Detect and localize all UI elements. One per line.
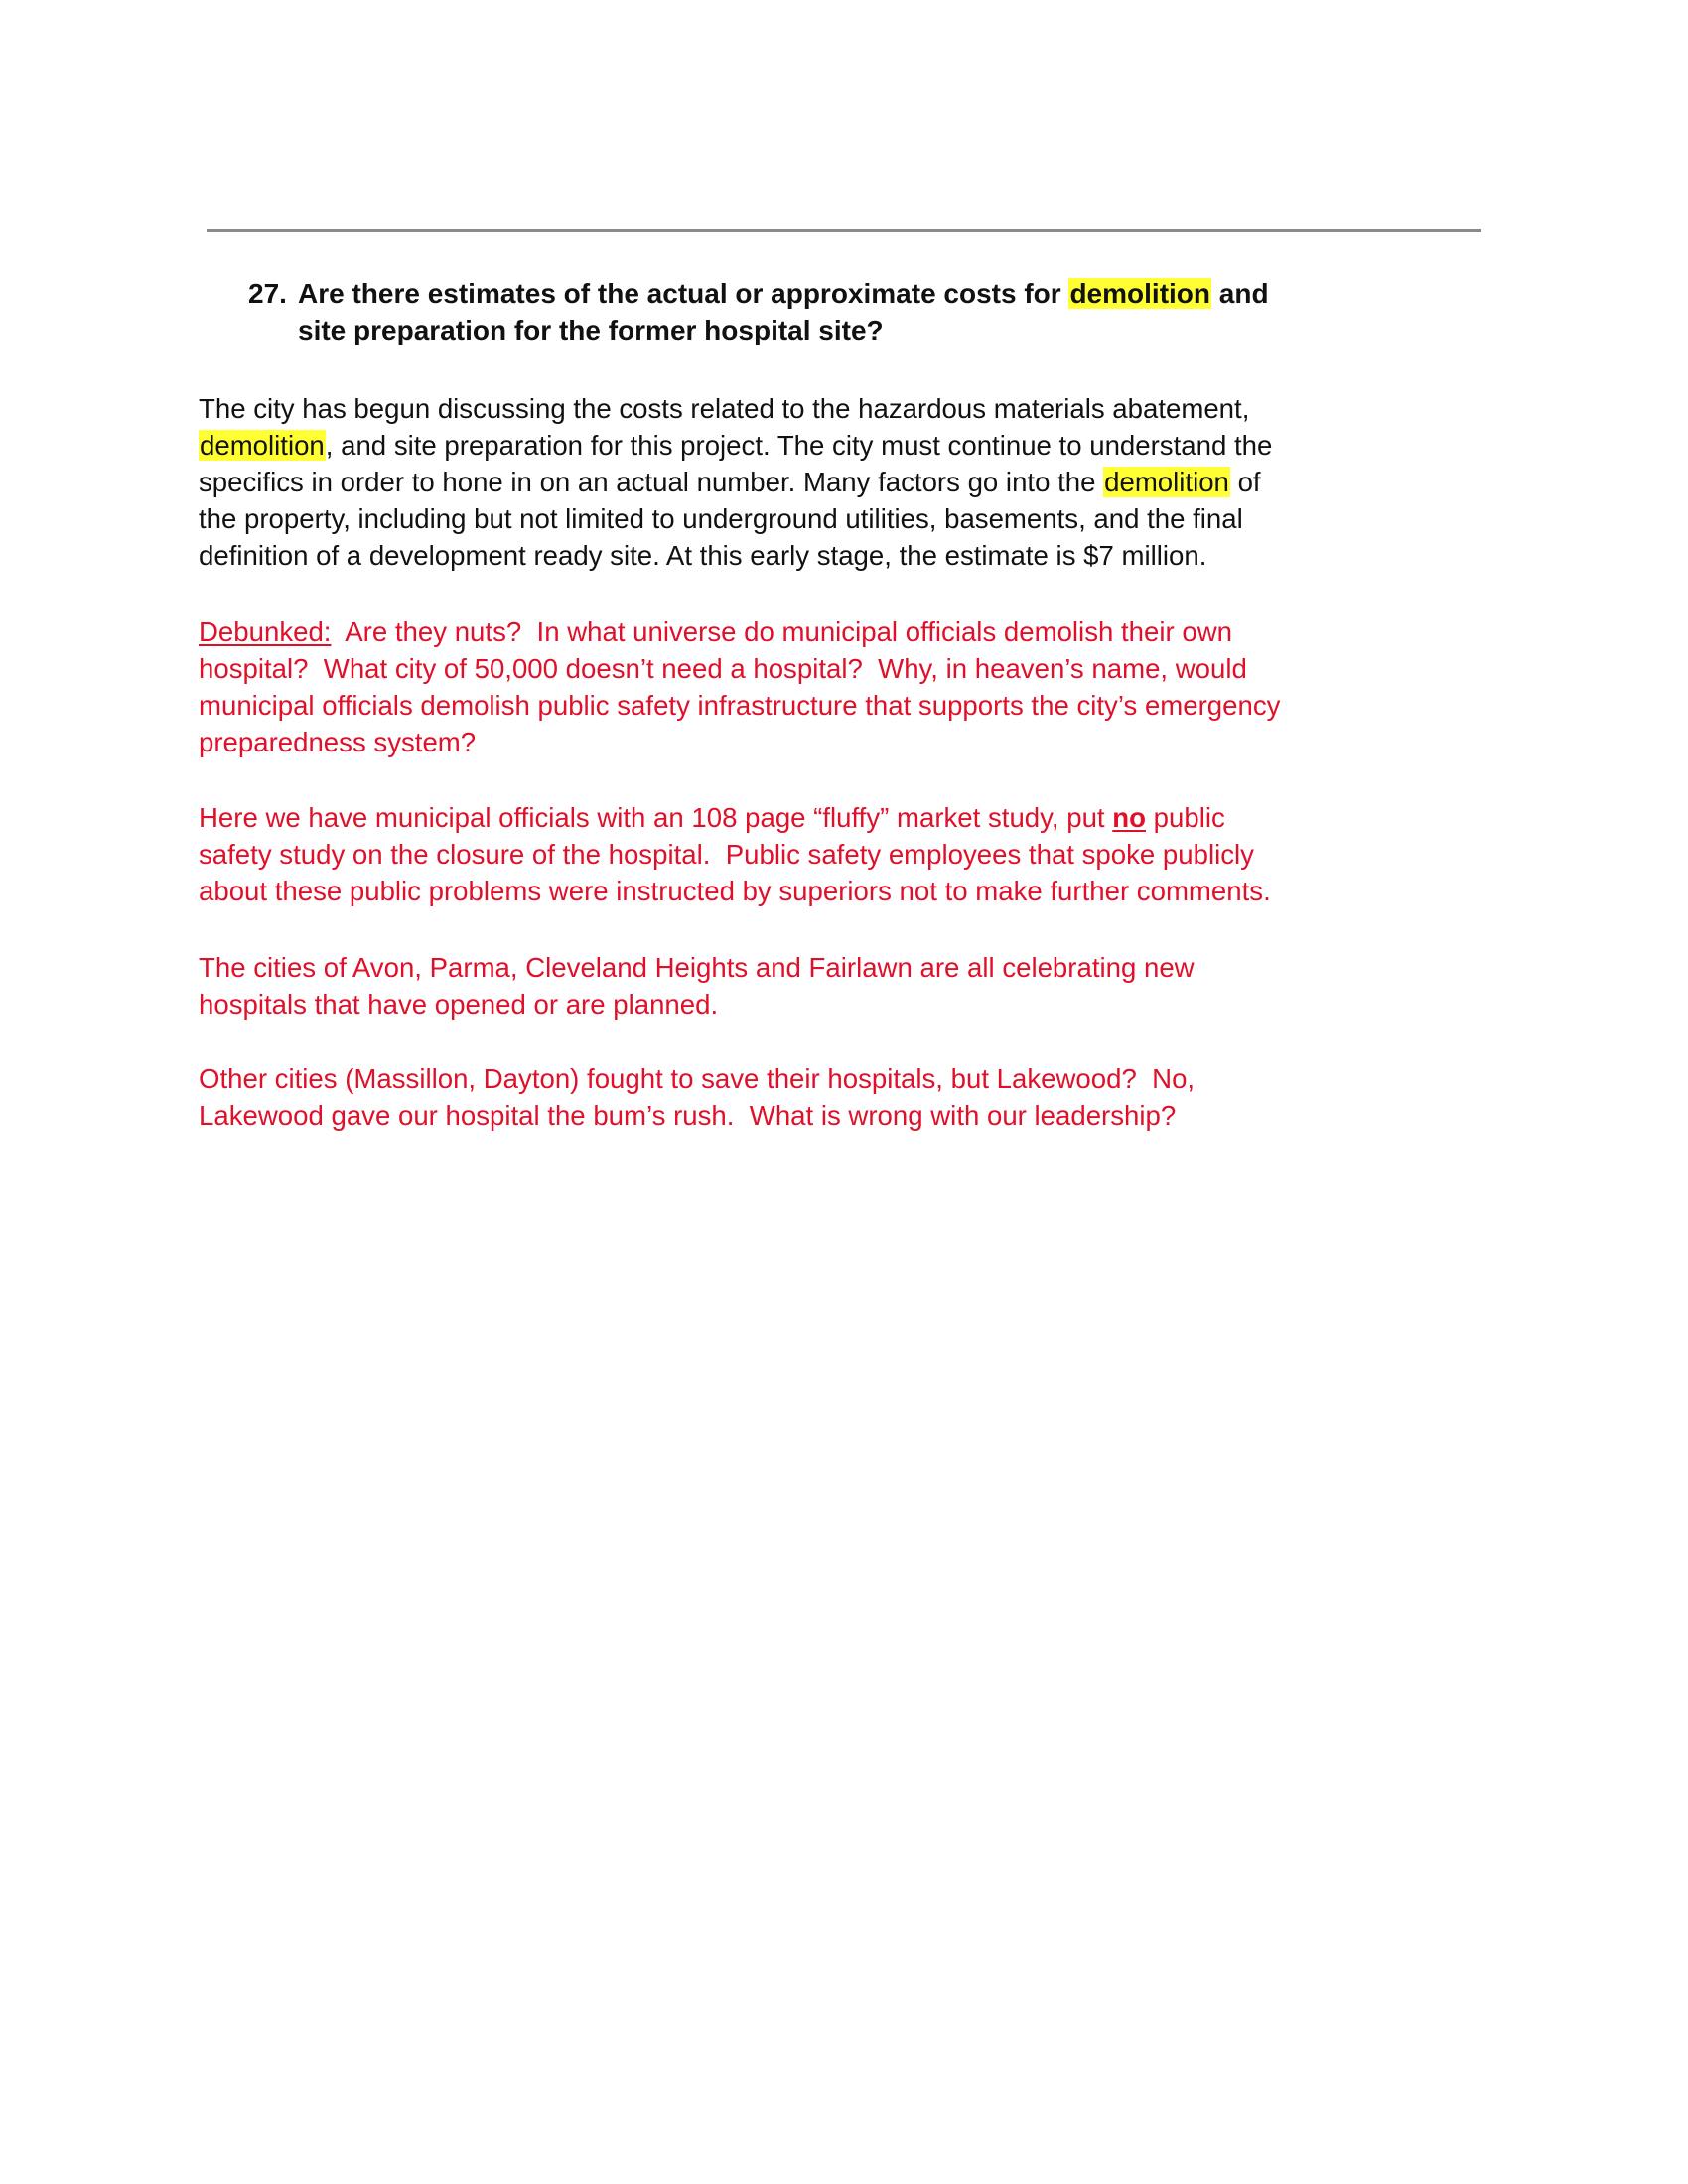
rebuttal-line — [199, 614, 1489, 650]
answer-line — [199, 464, 1489, 500]
answer-paragraph — [199, 390, 1489, 574]
question-line-2: site preparation for the former hospital site? — [298, 315, 884, 345]
header-divider-rule — [207, 229, 1481, 232]
debunked-label: Debunked: — [199, 616, 332, 647]
text: of — [1229, 467, 1261, 497]
text: , and site preparation for this project. The city must continue to understand the — [325, 430, 1273, 461]
answer-line — [199, 500, 1489, 537]
rebuttal-line: Lakewood gave our hospital the bum’s rush. What is wrong with our leadership? — [199, 1100, 1177, 1131]
answer-line — [199, 427, 1489, 464]
question-line-1 — [248, 275, 1440, 312]
rebuttal-line: preparedness system? — [199, 727, 477, 757]
question-text: and — [1211, 278, 1269, 309]
question-text: Are there estimates of the actual or approximate costs for — [298, 278, 1069, 309]
answer-line — [199, 390, 1489, 427]
rebuttal-paragraph-4 — [199, 1060, 1489, 1134]
rebuttal-line: safety study on the closure of the hospital. Public safety employees that spoke publicly — [199, 839, 1254, 870]
rebuttal-paragraph-3 — [199, 949, 1489, 1023]
text: public — [1145, 802, 1225, 833]
answer-line — [199, 537, 1489, 574]
question-heading — [248, 275, 1440, 348]
text: specifics in order to hone in on an actual number. Many factors go into the — [199, 467, 1104, 497]
rebuttal-line — [199, 799, 1489, 836]
text: Are they nuts? In what universe do municipal officials demolish their own — [331, 616, 1232, 647]
text: definition of a development ready site. At this early stage, the estimate is $7 million. — [199, 540, 1207, 571]
highlighted-term: demolition — [200, 430, 325, 461]
highlighted-term: demolition — [1069, 278, 1210, 309]
rebuttal-paragraph-2 — [199, 799, 1489, 909]
question-number: 27. — [248, 278, 287, 309]
rebuttal-line: municipal officials demolish public safety infrastructure that supports the city’s emergency — [199, 690, 1281, 721]
highlighted-term: demolition — [1104, 467, 1229, 497]
rebuttal-line: hospitals that have opened or are planned. — [199, 989, 719, 1020]
rebuttal-paragraph-1 — [199, 614, 1489, 760]
text: Here we have municipal officials with an 108 page “fluffy” market study, put — [199, 802, 1113, 833]
emphasis-no: no — [1112, 802, 1146, 833]
text: the property, including but not limited to underground utilities, basements, and the final — [199, 503, 1243, 534]
rebuttal-line: Other cities (Massillon, Dayton) fought to save their hospitals, but Lakewood? No, — [199, 1063, 1196, 1094]
rebuttal-line: The cities of Avon, Parma, Cleveland Heights and Fairlawn are all celebrating new — [199, 952, 1195, 983]
rebuttal-line: about these public problems were instructed by superiors not to make further comments. — [199, 876, 1271, 906]
text: The city has begun discussing the costs related to the hazardous materials abatement, — [199, 393, 1250, 424]
rebuttal-line: hospital? What city of 50,000 doesn’t need a hospital? Why, in heaven’s name, would — [199, 653, 1247, 684]
